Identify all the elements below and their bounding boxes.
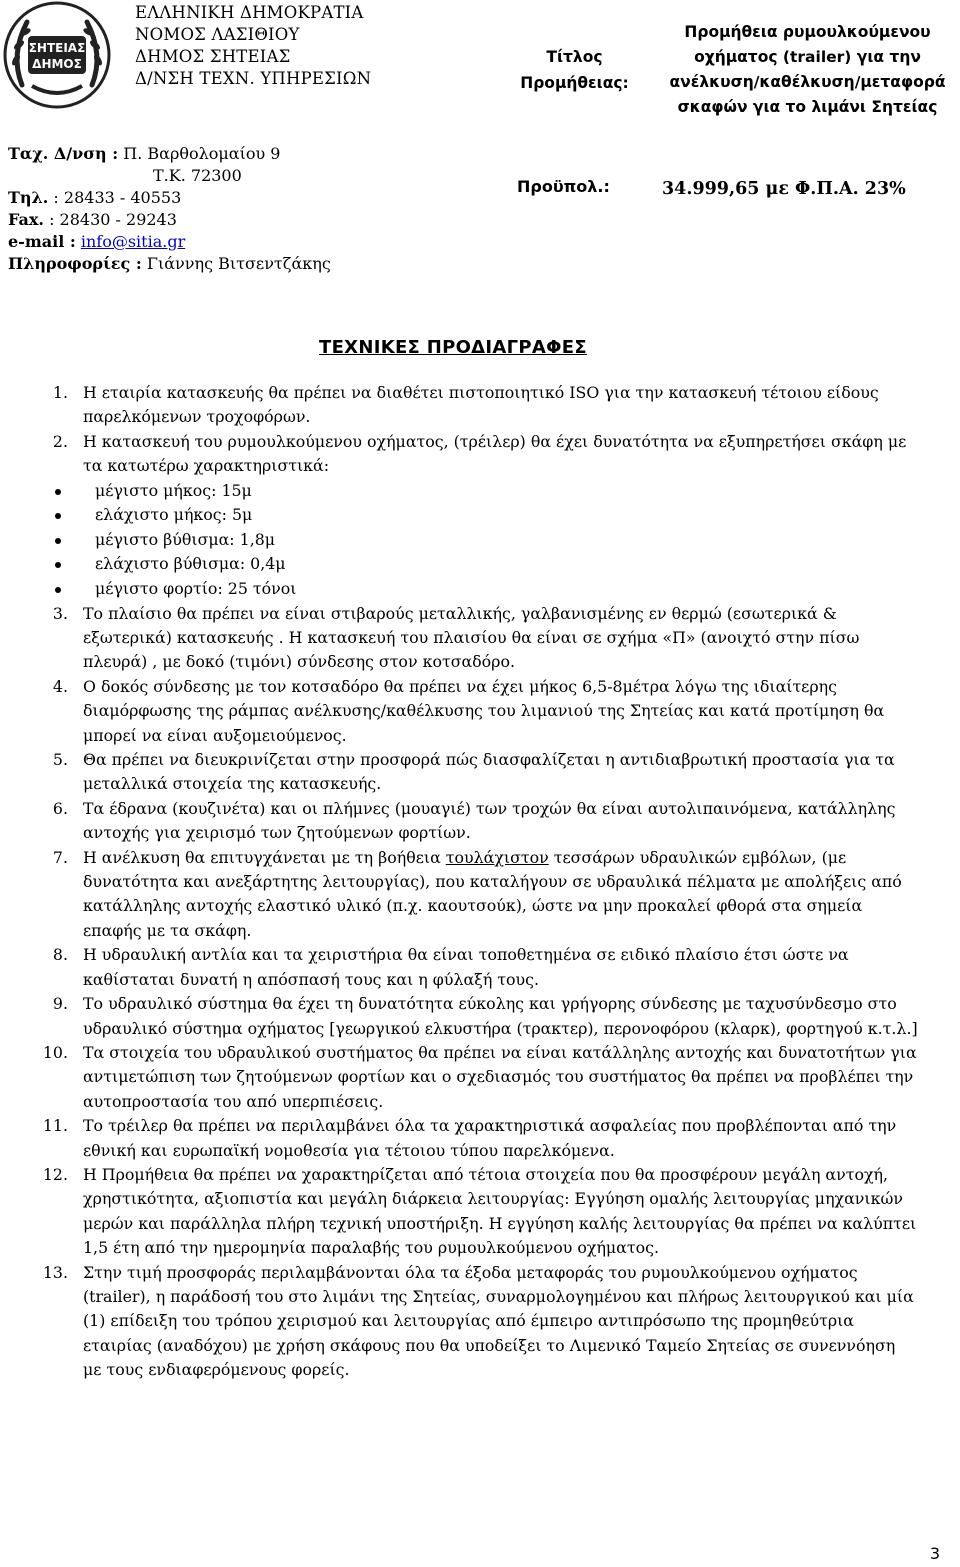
list-item: 5. Θα πρέπει να διευκρινίζεται στην προσφορά πώς διασφαλίζεται η αντιδιαβρωτική προστασία για τα μεταλλικά στοιχεία της κατασκευής. <box>52 750 895 794</box>
fax-line: Fax. : 28430 - 29243 <box>8 210 177 229</box>
list-item: 4. Ο δοκός σύνδεσης με τον κοτσαδόρο θα πρέπει να έχει μήκος 6,5-8μέτρα λόγω της ιδιαίτερης διαμόρφωσης της ράμπας ανέλκυσης/καθέλκυσης του λιμανιού της Σητείας και κατά προτίμηση θα μπορεί να είναι αυξομειούμενος. <box>52 676 885 745</box>
procurement-title: Προμήθεια ρυμουλκούμενου οχήματος (trailer) για την ανέλκυση/καθέλκυση/μεταφορά σκαφών για το λιμάνι Σητείας <box>669 23 946 116</box>
authority-block <box>135 2 371 90</box>
municipality-logo <box>2 0 112 110</box>
email-line: e-mail : info@sitia.gr <box>8 232 186 251</box>
bullet-icon <box>55 513 61 519</box>
spec-list <box>38 381 918 1383</box>
authority-line: ΕΛΛΗΝΙΚΗ ΔΗΜΟΚΡΑΤΙΑ <box>135 3 364 22</box>
page-number: 3 <box>929 1544 940 1563</box>
postal-code: Τ.Κ. 72300 <box>153 166 242 185</box>
list-item: 2. Η κατασκευή του ρυμουλκούμενου οχήματος, (τρέιλερ) θα έχει δυνατότητα να εξυπηρετήσει σκάφη με τα κατωτέρω χαρακτηριστικά: μέγιστο μήκος: 15μ ελάχιστο μήκος: 5μ μέγιστο βύθισμα: 1,8μ ελάχιστο βύθισμα: 0,4μ μέγιστο φορτίο: 25 τόνοι <box>38 430 918 602</box>
list-item: 8. Η υδραυλική αντλία και τα χειριστήρια θα είναι τοποθετημένα σε ειδικό πλαίσιο έτσι ώστε να καθίσταται δυνατή η απόσπασή τους και η φύλαξή τους. <box>52 945 849 989</box>
list-item: 9. Το υδραυλικό σύστημα θα έχει τη δυνατότητα εύκολης και γρήγορης σύνδεσης με ταχυσύνδεσμο στο υδραυλικό σύστημα οχήματος [γεωργικού ελκυστήρα (τρακτερ), περονοφόρου (κλαρκ), φορτηγού κ.τ.λ.] <box>52 994 918 1038</box>
logo-text-top: ΣΗΤΕΙΑΣ <box>28 41 86 55</box>
bullet-icon <box>55 538 61 544</box>
budget-label: Προϋπολ.: <box>517 177 610 196</box>
bullet-icon <box>55 489 61 495</box>
authority-line: ΝΟΜΟΣ ΛΑΣΙΘΙΟΥ <box>135 25 300 44</box>
authority-line: Δ/ΝΣΗ ΤΕΧΝ. ΥΠΗΡΕΣΙΩΝ <box>135 69 372 88</box>
info-line: Πληροφορίες : Γιάννης Βιτσεντζάκης <box>8 254 331 273</box>
bullet-item: ελάχιστο μήκος: 5μ <box>38 503 918 528</box>
list-item: 7. Η ανέλκυση θα επιτυγχάνεται με τη βοήθεια τουλάχιστον τεσσάρων υδραυλικών εμβόλων, (με δυνατότητα και ανεξάρτητης λειτουργίας), που καταλήγουν σε υδραυλικά πέλματα με απολήξεις από κατάλληλης αντοχής ελαστικό υλικό (π.χ. καουτσούκ), ώστε να μην προκαλεί φθορά στα σημεία επαφής με τα σκάφη. <box>52 847 902 940</box>
list-item: 6. Τα έδρανα (κουζινέτα) και οι πλήμνες (μουαγιέ) των τροχών θα είναι αυτολιπαινόμενα, κατάλληλης αντοχής για χειρισμό των ζητούμενων φορτίων. <box>52 798 896 843</box>
bullet-icon <box>55 587 61 593</box>
underlined-word: τουλάχιστον <box>445 847 549 867</box>
contact-block <box>8 143 331 275</box>
list-item: 13. Στην τιμή προσφοράς περιλαμβάνονται όλα τα έξοδα μεταφοράς του ρυμουλκούμενου οχήματος (trailer), η παράδοσή του στο λιμάνι της Σητείας, συναρμολογημένου και πλήρως λειτουργικού και μία (1) επίδειξη του τρόπου χειρισμού και λειτουργίας από έμπειρο αντιπρόσωπο της προμηθεύτρια εταιρίας (αναδόχου) με χρήση σκάφους που θα υποδείξει το Λιμενικό Ταμείο Σητείας σε συνεννόηση με τους ενδιαφερόμενους φορείς. <box>42 1262 914 1380</box>
list-item: 11. Το τρέιλερ θα πρέπει να περιλαμβάνει όλα τα χαρακτηριστικά ασφαλείας που προβλέπονται από την εθνική και ευρωπαϊκή νομοθεσία για τέτοιου τύπου παρελκόμενα. <box>42 1116 897 1160</box>
email-link[interactable]: info@sitia.gr <box>80 232 186 251</box>
address-line: Ταχ. Δ/νση : Π. Βαρθολομαίου 9 <box>8 144 281 163</box>
list-item: 1. Η εταιρία κατασκευής θα πρέπει να διαθέτει πιστοποιητικό ISO για την κατασκευή τέτοιου είδους παρελκόμενων τροχοφόρων. <box>52 383 879 427</box>
logo-text-bottom: ΔΗΜΟΣ <box>32 57 82 71</box>
bullet-item: μέγιστο φορτίο: 25 τόνοι <box>38 577 918 602</box>
bullet-item: ελάχιστο βύθισμα: 0,4μ <box>38 552 918 577</box>
list-item: 3. Το πλαίσιο θα πρέπει να είναι στιβαρούς μεταλλικής, γαλβανισμένης εν θερμώ (εσωτερικά & εξωτερικά) κατασκευής . Η κατασκευή του πλαισίου θα είναι σε σχήμα «Π» (ανοιχτό στην πίσω πλευρά) , με δοκό (τιμόνι) σύνδεσης στον κοτσαδόρο. <box>52 603 860 672</box>
list-item: 12. Η Προμήθεια θα πρέπει να χαρακτηρίζεται από τέτοια στοιχεία που θα προσφέρουν μεγάλη αντοχή, χρηστικότητα, αξιοπιστία και μεγάλη διάρκεια λειτουργίας: Εγγύηση ομαλής λειτουργίας μηχανικών μερών και παράλληλα πλήρη τεχνική υποστήριξη. Η εγγύηση καλής λειτουργίας θα πρέπει να καλύπτει 1,5 έτη από την ημερομηνία παραλαβής του ρυμουλκούμενου οχήματος. <box>42 1164 917 1258</box>
bullet-icon <box>55 562 61 568</box>
authority-line: ΔΗΜΟΣ ΣΗΤΕΙΑΣ <box>135 47 291 66</box>
list-item: 10. Τα στοιχεία του υδραυλικού συστήματος θα πρέπει να είναι κατάλληλης αντοχής και δυνατοτήτων για αντιμετώπιση των ζητούμενων φορτίων και ο σχεδιασμός του συστήματος θα πρέπει να προβλέπει την αυτοπροστασία του από υπερπιέσεις. <box>42 1042 917 1111</box>
title-label: Τίτλος Προμήθειας: <box>520 48 629 92</box>
phone-line: Τηλ. : 28433 - 40553 <box>8 188 182 207</box>
bullet-item: μέγιστο μήκος: 15μ <box>38 479 918 504</box>
spec-title: ΤΕΧΝΙΚΕΣ ΠΡΟΔΙΑΓΡΑΦΕΣ <box>319 337 587 358</box>
bullet-list <box>38 479 918 602</box>
bullet-item: μέγιστο βύθισμα: 1,8μ <box>38 528 918 553</box>
budget-value: 34.999,65 με Φ.Π.Α. 23% <box>662 179 906 199</box>
